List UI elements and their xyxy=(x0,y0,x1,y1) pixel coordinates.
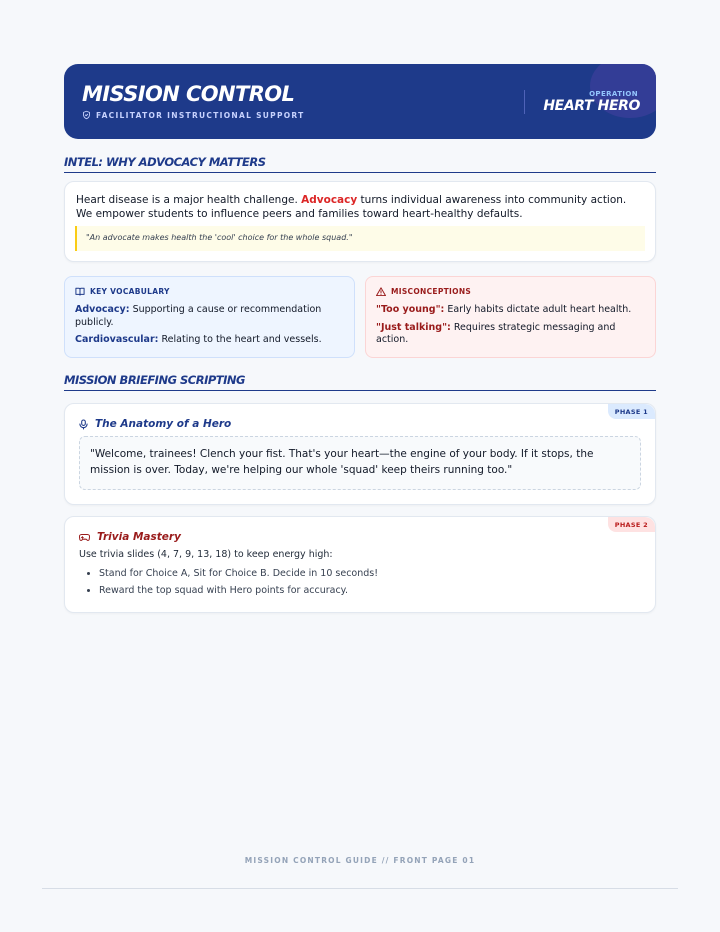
advocacy-highlight: Advocacy xyxy=(301,194,358,206)
intel-text xyxy=(76,193,636,221)
misconceptions-box xyxy=(365,276,656,358)
vocab-definition: Relating to the heart and vessels. xyxy=(158,334,322,345)
warning-icon xyxy=(376,287,386,296)
intel-text-end: turns individual awareness into community action. We empower students to influence peers and families toward heart-healthy defaults. xyxy=(76,194,627,220)
misconceptions-heading-text: MISCONCEPTIONS xyxy=(391,287,472,296)
shield-icon xyxy=(82,110,91,120)
phase1-badge: PHASE 1 xyxy=(608,404,655,419)
header-banner xyxy=(64,64,656,139)
misconception-definition: Early habits dictate adult heart health. xyxy=(444,304,632,315)
phase2-title-text: Trivia Mastery xyxy=(97,531,181,543)
intel-card xyxy=(64,181,656,262)
misconception-definition: Requires strategic messaging and action. xyxy=(376,321,616,345)
misconception-item xyxy=(376,304,645,317)
gamepad-icon xyxy=(79,533,90,542)
footer-rule xyxy=(42,888,678,889)
phase1-title xyxy=(79,418,231,430)
phase1-script: "Welcome, trainees! Clench your fist. That's your heart—the engine of your body. If it stops, the mission is over. Today, we're helping our whole 'squad' keep theirs running too." xyxy=(79,436,641,490)
misconception-term: "Just talking": xyxy=(376,321,451,333)
vocab-item xyxy=(75,334,344,347)
vocab-definition: Supporting a cause or recommendation publicly. xyxy=(75,304,322,328)
phase1-title-text: The Anatomy of a Hero xyxy=(95,418,232,430)
vocabulary-heading xyxy=(75,287,344,296)
subtitle-text: FACILITATOR INSTRUCTIONAL SUPPORT xyxy=(96,110,305,120)
header-divider xyxy=(524,90,525,114)
list-item: • Reward the top squad with Hero points for accuracy. xyxy=(99,582,639,599)
vocab-term: Advocacy: xyxy=(75,304,130,315)
vocabulary-heading-text: KEY VOCABULARY xyxy=(90,287,170,296)
intel-quote: "An advocate makes health the 'cool' choice for the whole squad." xyxy=(75,226,645,251)
vocab-term: Cardiovascular: xyxy=(75,334,159,345)
footer-text: MISSION CONTROL GUIDE // FRONT PAGE 01 xyxy=(244,856,476,865)
misconceptions-heading xyxy=(376,287,645,296)
phase1-card xyxy=(64,403,656,505)
briefing-heading: MISSION BRIEFING SCRIPTING xyxy=(64,373,656,391)
microphone-icon xyxy=(79,419,88,430)
trivia-intro: Use trivia slides (4, 7, 9, 13, 18) to keep energy high: xyxy=(79,549,333,560)
page-title: MISSION CONTROL xyxy=(82,82,295,106)
operation-label: OPERATION xyxy=(589,90,638,98)
page-subtitle xyxy=(82,110,305,120)
book-icon xyxy=(75,287,85,296)
phase2-card xyxy=(64,516,656,613)
phase2-title xyxy=(79,531,181,543)
vocab-item xyxy=(75,304,344,329)
vocabulary-box xyxy=(64,276,355,358)
operation-name: HEART HERO xyxy=(543,98,640,114)
intel-text-start: Heart disease is a major health challenge. xyxy=(76,194,302,206)
phase2-badge: PHASE 2 xyxy=(608,517,655,532)
misconception-term: "Too young": xyxy=(376,304,445,315)
page xyxy=(64,64,656,596)
misconception-item xyxy=(376,322,645,347)
intel-heading: INTEL: WHY ADVOCACY MATTERS xyxy=(64,155,656,173)
trivia-list xyxy=(99,565,639,599)
list-item: • Stand for Choice A, Sit for Choice B. Decide in 10 seconds! xyxy=(99,565,639,582)
